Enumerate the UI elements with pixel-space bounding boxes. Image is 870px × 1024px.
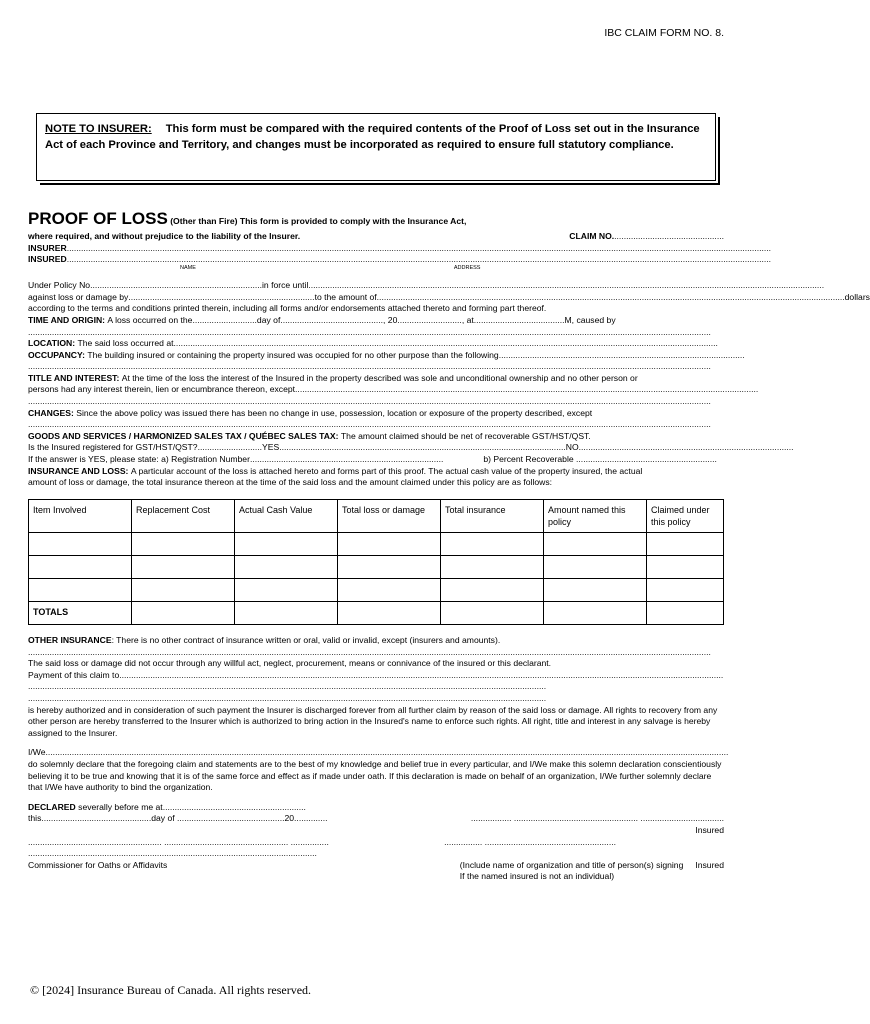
loss-day-field[interactable]: ........................... <box>192 314 257 325</box>
changes-text: Since the above policy was issued there has been no change in use, possession, location or exposure of the property described, except <box>76 407 593 418</box>
this-label: this <box>28 813 42 824</box>
title-note-2: where required, and without prejudice to the liability of the Insurer. <box>28 230 301 241</box>
occupancy-label: OCCUPANCY: <box>28 349 85 360</box>
under-policy-label: Under Policy No. <box>28 280 93 291</box>
day-of-label: day of <box>256 314 281 325</box>
header-total-loss: Total loss or damage <box>338 499 441 532</box>
loss-year-field[interactable]: ........................... <box>397 314 462 325</box>
commissioner-label: Commissioner for Oaths or Affidavits <box>28 859 168 870</box>
include-name-note: (Include name of organization and title of person(s) signing <box>459 859 684 870</box>
iwe-label: I/We <box>28 747 46 758</box>
declared-day-field[interactable]: .............................................. <box>41 813 152 824</box>
totals-row[interactable] <box>29 602 724 625</box>
percent-recoverable-field[interactable]: ........................................................... <box>576 454 717 465</box>
commissioner-line[interactable]: ......................................................................................................................... <box>28 848 317 859</box>
at-label: , at <box>461 314 474 325</box>
insured-caption-2: Insured <box>695 859 724 870</box>
title-note: This form is provided to comply with the Insurance Act, <box>239 216 467 226</box>
header-amount-named: Amount named this policy <box>544 499 647 532</box>
title-interest-text-2: persons had any interest therein, lien or encumbrance thereon, except <box>28 384 296 395</box>
copyright: © [2024] Insurance Bureau of Canada. All rights reserved. <box>30 983 312 997</box>
declaration-text: do solemnly declare that the foregoing claim and statements are to the best of my knowledge and belief true in every particular, and I/We make this solemn declaration conscientiously believing it to be true and knowing that it is of the same force and effect as if made under oath. If this declaration is made on behalf of an organization, I/We further solemnly declare that I/We have authority to bind the organization. <box>28 759 722 793</box>
insured-signature-line[interactable]: ................. .................................................... ................................... <box>470 813 724 824</box>
if-named-note: If the named insured is not an individual) <box>459 871 615 882</box>
encumbrance-field[interactable]: .................................................................................................................................................................................................. <box>295 384 759 395</box>
terms-text: according to the terms and conditions printed therein, including all forms and/or endorsements attached thereto and forming part thereof. <box>28 303 547 314</box>
gst-text: The amount claimed should be net of recoverable GST/HST/QST. <box>340 430 591 441</box>
title-interest-label: TITLE AND INTEREST: <box>28 372 120 383</box>
loss-month-field[interactable]: ........................................... <box>280 314 384 325</box>
gst-yes-label: YES <box>262 442 280 453</box>
claim-no-field[interactable]: .............................................. <box>614 230 724 241</box>
declared-month-field[interactable]: ............................................. <box>177 813 285 824</box>
table-row[interactable] <box>29 533 724 556</box>
insurer-field[interactable]: ....................................................................................................................................................................................................................................................................................................... <box>66 242 772 253</box>
other-insurance-label: OTHER INSURANCE <box>28 635 112 646</box>
against-loss-label: against loss or damage by <box>28 291 129 302</box>
gst-no-field[interactable]: ........................................................................................................................ <box>279 442 566 453</box>
insured-field[interactable]: ....................................................................................................................................................................................................................................................................................................... <box>66 254 772 265</box>
encumbrance-field-2[interactable]: .............................................................................................................................................................................................................................................................................................. <box>28 396 711 407</box>
notice-text: This form must be compared with the required contents of the Proof of Loss set out in the Insurance Act of each Province and Territory, and changes must be incorporated as required to ensure full statutory compliance. <box>45 123 700 151</box>
loss-table <box>28 499 724 625</box>
table-row[interactable] <box>29 556 724 579</box>
changes-field[interactable]: .............................................................................................................................................................................................................................................................................................. <box>28 419 711 430</box>
changes-label: CHANGES: <box>28 407 74 418</box>
amount-field[interactable]: .................................................................................................................................................................................................... <box>376 291 845 302</box>
gst-no-field-2[interactable]: .......................................................................................... <box>578 442 794 453</box>
willful-text: The said loss or damage did not occur through any willful act, neglect, procurement, means or connivance of the insured or this declarant. <box>28 658 552 669</box>
cause-field[interactable]: .............................................................................................................................................................................................................................................................................................. <box>28 326 711 337</box>
gst-yes-field[interactable]: ........................... <box>197 442 263 453</box>
totals-label: TOTALS <box>29 602 132 625</box>
header-replacement-cost: Replacement Cost <box>132 499 235 532</box>
caused-by-label: M, caused by <box>564 314 616 325</box>
in-force-label: in force until <box>262 280 309 291</box>
authorized-text: is hereby authorized and in consideration of such payment the Insurer is discharged forever from all further claim by reason of the said loss or damage. All rights to recovery from any other person are hereby transferred to the Insurer which is authorized to bring action in the Insured's name to enforce such rights. All right, title and interest in any salvage is hereby assigned to the Insurer. <box>28 704 718 738</box>
peril-field[interactable]: .............................................................................. <box>128 291 315 302</box>
gst-label: GOODS AND SERVICES / HARMONIZED SALES TAX / QUÉBEC SALES TAX: <box>28 430 339 441</box>
in-force-field[interactable]: ........................................................................................................................................................................................................................ <box>308 280 825 291</box>
percent-recoverable-label: b) Percent Recoverable <box>483 454 574 465</box>
amount-label: to the amount of <box>314 291 377 302</box>
insurance-loss-text-2: amount of loss or damage, the total insurance thereon at the time of the said loss and the amount claimed under this policy are as follows: <box>28 477 553 488</box>
gst-if-yes-label: If the answer is YES, please state: a) Registration Number <box>28 454 250 465</box>
address-caption: ADDRESS <box>453 264 481 271</box>
occupancy-text: The building insured or containing the property insured was occupied for no other purpose than the following <box>87 349 499 360</box>
insured-signature-line-2[interactable]: ................ ....................................................... <box>444 836 616 847</box>
other-insurance-text: : There is no other contract of insurance written or oral, valid or invalid, except (insurers and amounts). <box>111 635 501 646</box>
witness-signature-line[interactable]: ........................................................ .................................................... ................ <box>28 836 329 847</box>
note-to-insurer-box <box>36 113 716 181</box>
claim-no-label: CLAIM NO. <box>569 230 615 241</box>
location-field[interactable]: .................................................................................................................................................................................................................................... <box>173 338 718 349</box>
title-paren: (Other than Fire) <box>170 216 238 226</box>
day-of-label-2: day of <box>151 813 175 824</box>
header-item-involved: Item Involved <box>29 499 132 532</box>
form-number: IBC CLAIM FORM NO. 8. <box>604 27 724 39</box>
payment-field-3[interactable]: ......................................................................................................................................................................................................................... <box>28 693 547 704</box>
twenty-label: 20 <box>284 813 295 824</box>
insurer-label: INSURER <box>28 242 67 253</box>
other-insurance-field[interactable]: .............................................................................................................................................................................................................................................................................................. <box>28 646 711 657</box>
location-label: LOCATION: <box>28 338 76 349</box>
time-origin-label: TIME AND ORIGIN: <box>28 314 106 325</box>
loss-time-field[interactable]: ...................................... <box>473 314 565 325</box>
registration-number-field[interactable]: ................................................................................. <box>249 454 444 465</box>
payment-label: Payment of this claim to <box>28 669 120 680</box>
page-title: PROOF OF LOSS <box>28 209 168 228</box>
notice-label: NOTE TO INSURER: <box>45 123 152 135</box>
declarant-field[interactable]: .............................................................................................................................................................................................................................................................................................. <box>45 747 729 758</box>
dollars-label: dollars <box>844 291 870 302</box>
payment-field-2[interactable]: ......................................................................................................................................................................................................................... <box>28 681 547 692</box>
year-label: , 20 <box>383 314 398 325</box>
time-origin-text: A loss occurred on the <box>107 314 193 325</box>
payment-field[interactable]: ............................................................................................................................................................................................................................................................. <box>119 669 724 680</box>
table-header-row <box>29 499 724 532</box>
occupancy-field-2[interactable]: .............................................................................................................................................................................................................................................................................................. <box>28 361 711 372</box>
declared-place-field[interactable]: ............................................................ <box>162 801 306 812</box>
gst-registered-label: Is the Insured registered for GST/HST/QST? <box>28 442 198 453</box>
declared-label: DECLARED <box>28 801 76 812</box>
policy-no-field[interactable]: ....................................................................... <box>92 280 263 291</box>
declared-year-field[interactable]: .............. <box>294 813 328 824</box>
header-claimed: Claimed under this policy <box>647 499 724 532</box>
name-caption: NAME <box>180 264 196 271</box>
insurance-loss-label: INSURANCE AND LOSS: <box>28 465 129 476</box>
occupancy-field[interactable]: ....................................................................................................... <box>498 349 745 360</box>
header-total-insurance: Total insurance <box>441 499 544 532</box>
table-row[interactable] <box>29 579 724 602</box>
title-interest-text: At the time of the loss the interest of the Insured in the property described was sole and unconditional ownership and no other person or <box>121 372 638 383</box>
gst-no-label: NO <box>565 442 579 453</box>
insured-label: INSURED <box>28 254 67 265</box>
location-text: The said loss occurred at <box>77 338 174 349</box>
insured-caption: Insured <box>695 825 724 836</box>
form-body <box>28 208 870 883</box>
insurance-loss-text: A particular account of the loss is attached hereto and forms part of this proof. The actual cash value of the property insured, the actual <box>130 465 643 476</box>
header-actual-cash-value: Actual Cash Value <box>235 499 338 532</box>
declared-text: severally before me at <box>78 801 163 812</box>
